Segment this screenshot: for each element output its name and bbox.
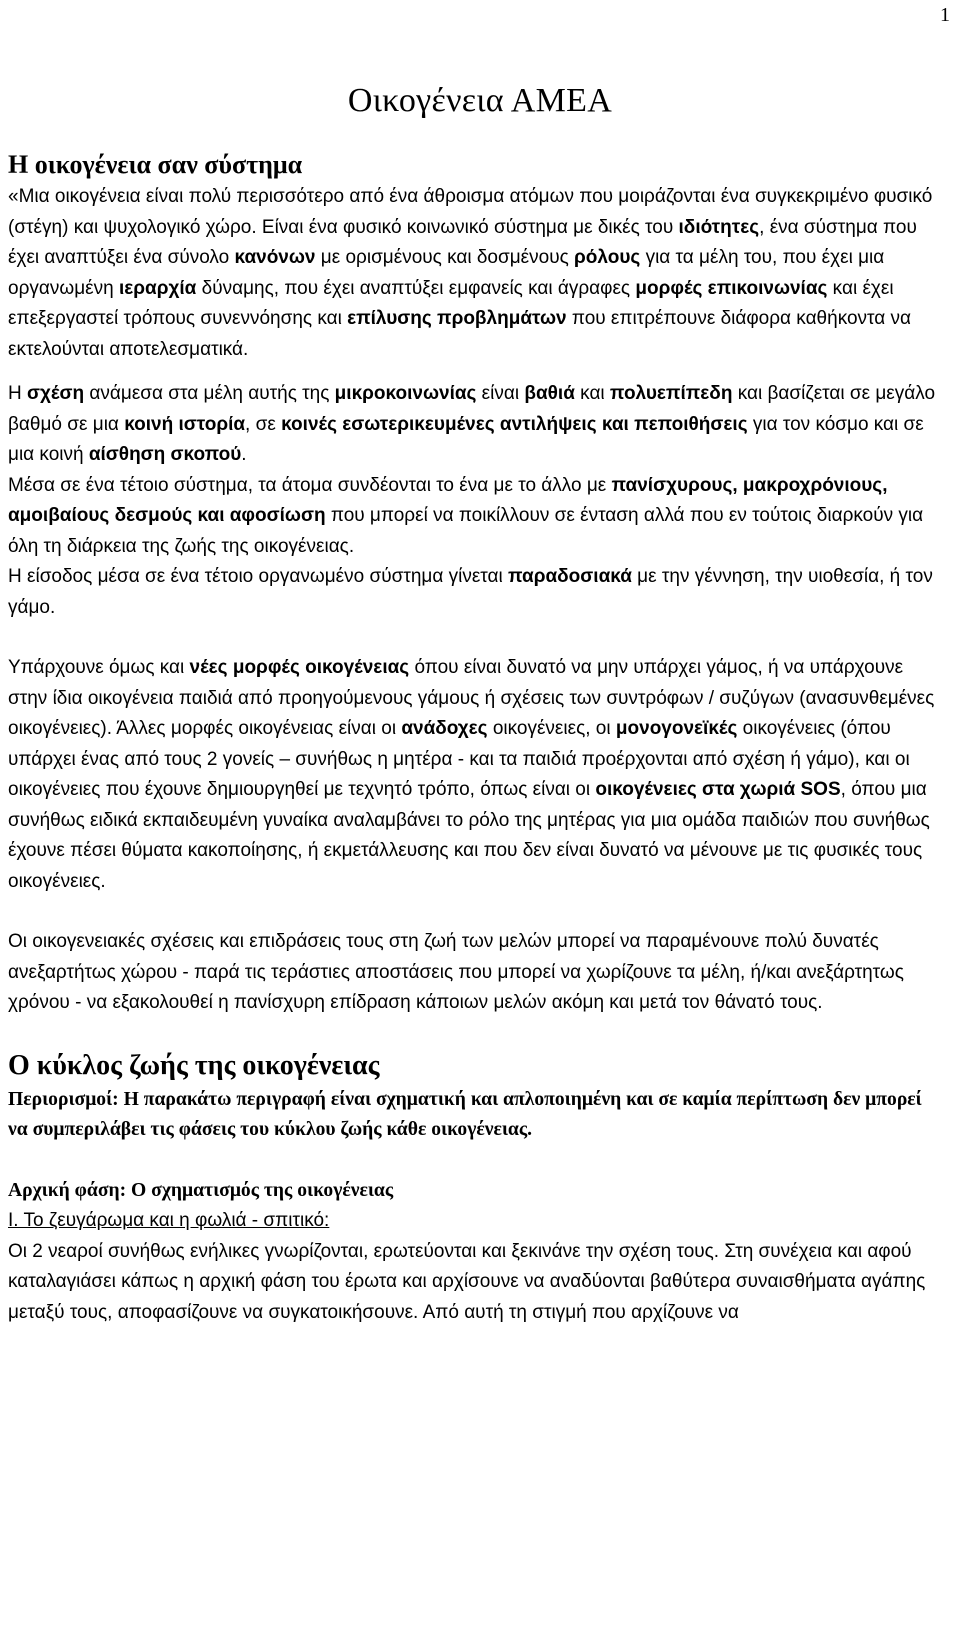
bold-term: νέες μορφές οικογένειας	[189, 657, 410, 678]
bold-term: παραδοσιακά	[508, 566, 632, 587]
text-run: «Μια οικογένεια είναι πολύ περισσότερο από ένα άθροισμα ατόμων που μοιράζονται ένα συγκεκριμένο φυσικό (στέγη) και ψυχολογικό χώρο. Είναι ένα φυσικό κοινωνικό σύστημα με δικές του	[8, 186, 933, 238]
text-run: Οι οικογενειακές σχέσεις και επιδράσεις τους στη ζωή των μελών μπορεί να παραμένουνε πολύ δυνατές ανεξαρτήτως χώρου - παρά τις τεράστιες αποστάσεις που μπορεί να χωρίζουνε τα μέλη, ή/και ανεξάρτητως χρόνου - να εξακολουθεί η πανίσχυρη επίδραση κάποιων μελών ακόμη και μετά τον θάνατό τους.	[8, 931, 904, 1013]
text-run: που μπορεί να ποικίλλουν σε ένταση αλλά που εν τούτοις διαρκούν για όλη τη διάρκεια της ζωής της οικογένειας.	[8, 505, 924, 557]
text-run: , σε	[245, 413, 282, 435]
bold-term: πανίσχυρους, μακροχρόνιους, αμοιβαίους δεσμούς και αφοσίωση	[8, 474, 888, 526]
text-run: για τα μέλη του, που έχει μια οργανωμένη	[8, 247, 885, 299]
text-run: Μέσα σε ένα τέτοιο σύστημα, τα άτομα συνδέονται το ένα με το άλλο με	[8, 474, 612, 496]
bold-term: κανόνων	[234, 247, 316, 268]
paragraph-influence	[8, 927, 944, 1019]
bold-term: επίλυσης προβλημάτων	[347, 308, 567, 329]
text-run: είναι	[476, 383, 525, 404]
text-run: , όπου μια συνήθως ειδικά εκπαιδευμένη γυναίκα αναλαμβάνει το ρόλο της μητέρας για μια ομάδα παιδιών που συνήθως έχουνε πέσει θύματα κακοποίησης, ή εκμετάλλευσης και που δεν είναι δυνατό να μένουνε με τις φυσικές τους οικογένειες.	[8, 779, 930, 892]
paragraph-new-forms	[8, 653, 944, 897]
bold-term: βαθιά	[524, 383, 575, 404]
text-run: με ορισμένους και δοσμένους	[315, 247, 575, 268]
page-number: 1	[940, 4, 950, 26]
text-run: και βασίζεται σε μεγάλο βαθμό σε μια	[8, 383, 936, 435]
bold-term: ανάδοχες	[401, 718, 488, 739]
bold-term: οικογένειες στα χωριά SOS	[595, 779, 841, 800]
text-run: οικογένειες (όπου υπάρχει ένας από τους 2 γονείς – συνήθως η μητέρα - και τα παιδιά προέρχονται από σχέση ή γάμο), και οι οικογένειες που έχουνε δημιουργηθεί με τεχνητό τρόπο, όπως είναι οι	[8, 718, 910, 800]
text-run: Υπάρχουνε όμως και	[8, 657, 190, 678]
text-run: που επιτρέπουνε διάφορα καθήκοντα να εκτελούνται αποτελεσματικά.	[8, 308, 912, 360]
paragraph-intro	[8, 182, 944, 365]
text-run: και	[574, 383, 610, 404]
text-run: .	[241, 444, 247, 465]
paragraph-pairing: Οι 2 νεαροί συνήθως ενήλικες γνωρίζονται, ερωτεύονται και ξεκινάνε την σχέση τους. Στη συνέχεια και αφού καταλαγιάσει κάπως η αρχική φάση του έρωτα και αρχίσουνε να αναδύονται βαθύτερα συναισθήματα αγάπης μεταξύ τους, αποφασίζουνε να συγκατοικήσουνε. Από αυτή τη στιγμή που αρχίζουνε να	[8, 1240, 926, 1323]
document-body	[8, 150, 944, 1328]
text-run: για τον κόσμο και σε μια κοινή	[8, 413, 924, 465]
bold-term: αίσθηση σκοπού	[88, 444, 242, 465]
section-heading-family-system: Η οικογένεια σαν σύστημα	[8, 150, 303, 179]
bold-term: κοινή ιστορία	[124, 413, 246, 435]
bold-term: μορφές επικοινωνίας	[635, 277, 828, 299]
text-run: , ένα σύστημα που έχει αναπτύξει ένα σύνολο	[8, 216, 917, 268]
bold-term: κοινές εσωτερικευμένες αντιλήψεις και πεποιθήσεις	[281, 413, 748, 435]
bold-term: μικροκοινωνίας	[334, 383, 477, 404]
text-run: με την γέννηση, την υιοθεσία, ή τον γάμο.	[8, 566, 933, 618]
paragraph-relations	[8, 379, 944, 471]
bold-term: ιεραρχία	[118, 277, 197, 299]
text-run: ανάμεσα στα μέλη αυτής της	[84, 383, 335, 404]
bold-term: ιδιότητες	[678, 216, 760, 238]
text-run: οικογένειες, οι	[487, 718, 616, 739]
text-run: δύναμης, που έχει αναπτύξει εμφανείς και άγραφες	[196, 277, 636, 299]
bold-term: ρόλους	[574, 247, 641, 268]
section-heading-life-cycle: Ο κύκλος ζωής της οικογένειας	[8, 1049, 380, 1081]
bold-term: μονογονεϊκές	[615, 718, 738, 739]
bold-term: σχέση	[27, 383, 85, 404]
paragraph-limitations: Περιορισμοί: Η παρακάτω περιγραφή είναι σχηματική και απλοποιημένη και σε καμία περίπτωση δεν μπορεί να συμπεριλάβει τις φάσεις του κύκλου ζωής κάθε οικογένειας.	[8, 1088, 922, 1140]
document-title: Οικογένεια ΑΜΕΑ	[347, 82, 613, 119]
text-run: Η	[8, 383, 27, 404]
paragraph-bonds	[8, 471, 944, 563]
paragraph-entry	[8, 562, 944, 623]
text-run: Η είσοδος μέσα σε ένα τέτοιο οργανωμένο σύστημα γίνεται	[8, 566, 509, 587]
bold-term: πολυεπίπεδη	[609, 383, 733, 404]
phase-heading: Αρχική φάση: Ο σχηματισμός της οικογένειας	[8, 1179, 394, 1201]
text-run: και έχει επεξεργαστεί τρόπους συνεννόησης και	[8, 277, 894, 329]
subheading-pairing: Ι. Το ζευγάρωμα και η φωλιά - σπιτικό:	[8, 1210, 330, 1231]
text-run: όπου είναι δυνατό να μην υπάρχει γάμος, ή να υπάρχουνε στην ίδια οικογένεια παιδιά από προηγούμενους γάμους ή σχέσεις των συντρόφων / συζύγων (ανασυνθεμένες οικογένειες). Άλλες μορφές οικογένειας είναι οι	[8, 657, 935, 739]
